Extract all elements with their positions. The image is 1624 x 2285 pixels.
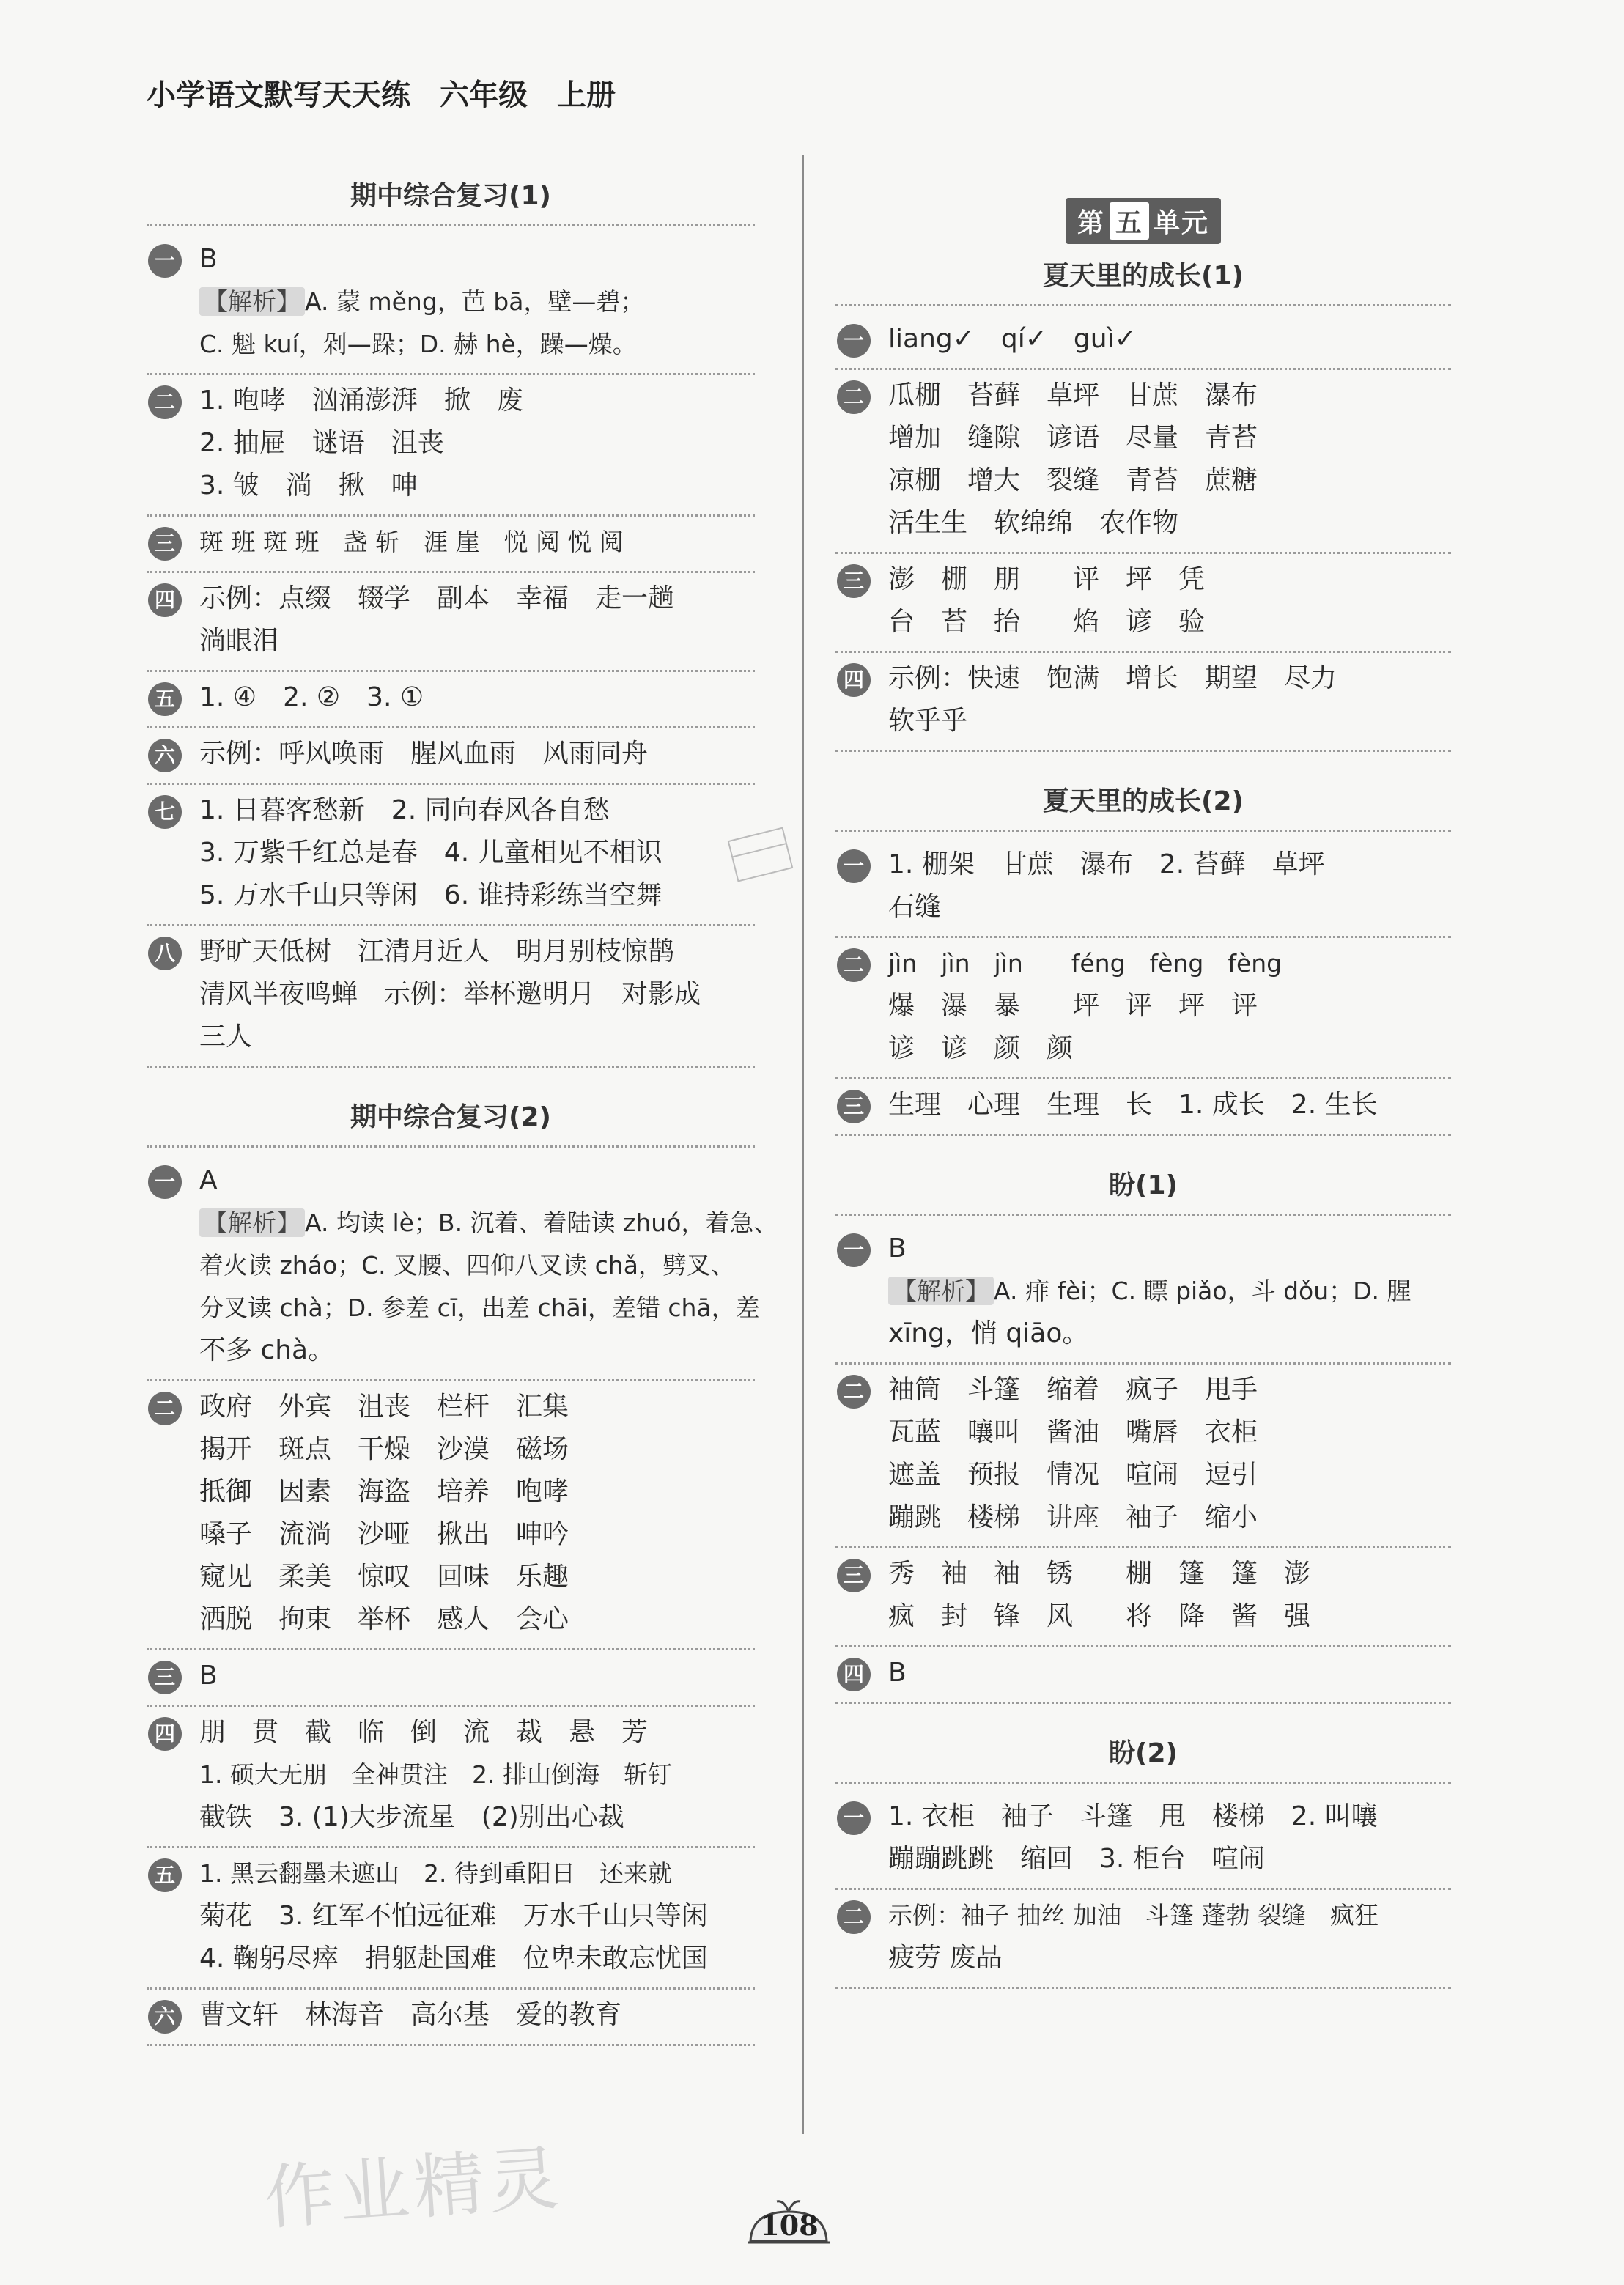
answer-line: 三人	[199, 1022, 253, 1052]
section-title: 盼(2)	[835, 1726, 1451, 1784]
question-block	[147, 926, 755, 1068]
question-number-badge: 二	[837, 948, 871, 982]
answer-line: 嗓子 流淌 沙哑 揪出 呻吟	[199, 1519, 569, 1549]
question-block	[835, 839, 1451, 938]
question-number-badge: 五	[148, 682, 182, 716]
answer-line: 软乎乎	[888, 706, 968, 736]
question-block	[835, 1548, 1451, 1647]
question-number-badge: 四	[837, 663, 871, 697]
question-block	[147, 234, 755, 375]
answer-line: 1. ④ 2. ② 3. ①	[199, 682, 424, 712]
answer-line: B	[199, 1661, 218, 1691]
question-block	[835, 1079, 1451, 1136]
answer-line: 朋 贯 截 临 倒 流 裁 悬 芳	[199, 1717, 649, 1747]
answer-line: 蹦蹦跳跳 缩回 3. 柜台 喧闹	[888, 1844, 1265, 1874]
answer-line: 曹文轩 林海音 高尔基 爱的教育	[199, 2000, 622, 2030]
watermark-text: 作业精灵	[262, 2136, 566, 2240]
question-number-badge: 二	[837, 1375, 871, 1409]
question-number-badge: 一	[837, 324, 871, 358]
answer-line: 揭开 斑点 干燥 沙漠 磁场	[199, 1434, 569, 1464]
answer-line: 斑 班 斑 班 盏 斩 涯 崖 悦 阅 悦 阅	[199, 528, 624, 556]
answer-line: 3. 皱 淌 揪 呻	[199, 470, 418, 501]
question-block	[147, 1848, 755, 1990]
answer-line: 示例：快速 饱满 增长 期望 尽力	[888, 663, 1337, 693]
page-header	[147, 72, 616, 114]
answer-line: B	[888, 1233, 907, 1263]
answer-line: 野旷天低树 江清月近人 明月别枝惊鹊	[199, 937, 675, 967]
answer-line: 蹦跳 楼梯 讲座 袖子 缩小	[888, 1502, 1258, 1532]
answer-line: 着火读 zháo；C. 叉腰、四仰八叉读 chǎ，劈叉、	[199, 1251, 735, 1280]
question-number-badge: 一	[837, 1801, 871, 1835]
answer-line: 1. 咆哮 汹涌澎湃 掀 废	[199, 385, 523, 416]
question-number-badge: 一	[837, 1233, 871, 1267]
unit-badge	[1066, 198, 1221, 244]
answer-line: 淌眼泪	[199, 626, 279, 656]
answer-line: C. 魁 kuí，剁—跺；D. 赫 hè，躁—燥。	[199, 330, 637, 358]
question-number-badge: 一	[148, 244, 182, 278]
answer-line: 瓜棚 苔藓 草坪 甘蔗 瀑布	[888, 380, 1258, 410]
question-block	[835, 938, 1451, 1079]
answer-line: 谚 谚 颜 颜	[888, 1033, 1074, 1063]
column-divider	[802, 155, 804, 2134]
answer-line: 澎 棚 朋 评 坪 凭	[888, 564, 1206, 594]
question-number-badge: 三	[837, 1559, 871, 1592]
answer-line: 石缝	[888, 892, 942, 922]
answer-line: 2. 抽屉 谜语 沮丧	[199, 428, 444, 458]
answer-line: jìn jìn jìn féng fèng fèng	[888, 949, 1282, 978]
question-number-badge: 三	[837, 1090, 871, 1123]
answer-line: 增加 缝隙 谚语 尽量 青苔	[888, 423, 1258, 453]
section-title: 夏天里的成长(1)	[835, 248, 1451, 306]
answer-line: 【解析】 A. 均读 lè；B. 沉着、着陆读 zhuó，着急、	[199, 1202, 755, 1244]
question-number-badge: 七	[148, 795, 182, 829]
answer-line: 活生生 软绵绵 农作物	[888, 508, 1179, 538]
stamp-watermark-icon	[717, 812, 805, 900]
question-block	[147, 728, 755, 785]
answer-line: 疯 封 锋 风 将 降 酱 强	[888, 1601, 1311, 1631]
question-number-badge: 三	[148, 527, 182, 561]
answer-line: 台 苔 抬 焰 谚 验	[888, 607, 1206, 637]
answer-line: 4. 鞠躬尽瘁 捐躯赴国难 位卑未敢忘忧国	[199, 1943, 708, 1974]
question-number-badge: 二	[837, 1900, 871, 1934]
answer-line: 1. 硕大无朋 全神贯注 2. 排山倒海 斩钉	[199, 1760, 672, 1789]
answer-line: 菊花 3. 红军不怕远征难 万水千山只等闲	[199, 1901, 708, 1931]
question-block	[147, 1990, 755, 2046]
unit-badge-wrap	[835, 169, 1451, 248]
answer-line: 生理 心理 生理 长 1. 成长 2. 生长	[888, 1090, 1378, 1120]
question-block	[835, 1890, 1451, 1989]
answer-line: A	[199, 1165, 218, 1195]
answer-line: 不多 chà。	[199, 1335, 335, 1365]
section-title: 夏天里的成长(2)	[835, 774, 1451, 832]
answer-line: 秀 袖 袖 锈 棚 篷 篷 澎	[888, 1559, 1311, 1589]
analysis-tag: 【解析】	[199, 287, 305, 316]
section-title: 盼(1)	[835, 1158, 1451, 1216]
right-column	[835, 169, 1451, 1989]
unit-badge-prefix: 第	[1077, 208, 1105, 238]
answer-line: 【解析】 A. 痱 fèi；C. 瞟 piǎo，斗 dǒu；D. 腥	[888, 1270, 1451, 1313]
question-number-badge: 二	[148, 385, 182, 419]
question-block	[835, 1365, 1451, 1548]
question-number-badge: 六	[148, 739, 182, 772]
answer-line: 1. 日暮客愁新 2. 同向春风各自愁	[199, 795, 610, 825]
question-block	[835, 314, 1451, 370]
answer-line: xīng，悄 qiāo。	[888, 1318, 1089, 1348]
answer-line: 窥见 柔美 惊叹 回味 乐趣	[199, 1562, 569, 1592]
question-number-badge: 五	[148, 1858, 182, 1892]
question-number-badge: 四	[148, 1717, 182, 1751]
answer-line: 凉棚 增大 裂缝 青苔 蔗糖	[888, 465, 1258, 495]
question-number-badge: 二	[148, 1392, 182, 1425]
question-number-badge: 三	[837, 564, 871, 598]
book-volume: 上册	[557, 78, 616, 112]
question-block	[835, 653, 1451, 752]
answer-line: 示例：袖子 抽丝 加油 斗篷 蓬勃 裂缝 疯狂	[888, 1901, 1378, 1930]
question-number-badge: 一	[837, 849, 871, 883]
answer-line: 遮盖 预报 情况 喧闹 逗引	[888, 1460, 1258, 1490]
answer-line: 1. 棚架 甘蔗 瀑布 2. 苔藓 草坪	[888, 849, 1325, 879]
answer-line: 爆 瀑 暴 坪 评 坪 评	[888, 991, 1258, 1021]
answer-line: 瓦蓝 嚷叫 酱油 嘴唇 衣柜	[888, 1417, 1258, 1447]
unit-badge-suffix: 单元	[1154, 208, 1210, 238]
question-block	[147, 517, 755, 573]
answer-line: 袖筒 斗篷 缩着 疯子 甩手	[888, 1375, 1258, 1405]
question-block	[147, 1381, 755, 1650]
analysis-tag: 【解析】	[888, 1277, 994, 1305]
question-block	[835, 554, 1451, 653]
question-block	[835, 1791, 1451, 1890]
question-number-badge: 四	[837, 1658, 871, 1691]
answer-line: liang✓ qí✓ guì✓	[888, 324, 1137, 354]
question-block	[147, 573, 755, 672]
question-block	[147, 1650, 755, 1707]
question-number-badge: 一	[148, 1165, 182, 1199]
answer-line: 分叉读 chà；D. 参差 cī，出差 chāi，差错 chā，差	[199, 1293, 760, 1322]
answer-line: 政府 外宾 沮丧 栏杆 汇集	[199, 1392, 569, 1422]
question-block	[147, 785, 755, 926]
question-block	[147, 375, 755, 517]
answer-line: 截铁 3. (1)大步流星 (2)别出心裁	[199, 1802, 624, 1832]
unit-badge-number: 五	[1110, 202, 1149, 240]
question-number-badge: 四	[148, 583, 182, 617]
question-number-badge: 六	[148, 2000, 182, 2034]
answer-line: B	[888, 1658, 907, 1688]
answer-line: 示例：点缀 辍学 副本 幸福 走一趟	[199, 583, 675, 613]
analysis-tag: 【解析】	[199, 1208, 305, 1237]
answer-line: 清风半夜鸣蝉 示例：举杯邀明月 对影成	[199, 979, 701, 1009]
answer-line: 抵御 因素 海盗 培养 咆哮	[199, 1477, 569, 1507]
question-block	[147, 1155, 778, 1381]
book-grade: 六年级	[440, 78, 528, 112]
answer-line: 1. 衣柜 袖子 斗篷 甩 楼梯 2. 叫嚷	[888, 1801, 1378, 1831]
answer-line: 3. 万紫千红总是春 4. 儿童相见不相识	[199, 838, 662, 868]
answer-line: 疲劳 废品	[888, 1943, 1003, 1973]
question-block	[147, 1707, 755, 1848]
answer-line: 5. 万水千山只等闲 6. 谁持彩练当空舞	[199, 880, 662, 910]
question-block	[835, 1647, 1451, 1704]
question-block	[835, 370, 1451, 554]
question-number-badge: 三	[148, 1661, 182, 1694]
question-block	[147, 672, 755, 728]
answer-line: 示例：呼风唤雨 腥风血雨 风雨同舟	[199, 739, 649, 769]
answer-line: B	[199, 244, 218, 274]
book-title: 小学语文默写天天练	[147, 78, 410, 112]
question-number-badge: 八	[148, 937, 182, 970]
question-block	[835, 1223, 1451, 1365]
answer-line: 1. 黑云翻墨未遮山 2. 待到重阳日 还来就	[199, 1859, 672, 1888]
answer-line: 洒脱 拘束 举杯 感人 会心	[199, 1604, 569, 1634]
section-title: 期中综合复习(2)	[147, 1090, 755, 1148]
answer-line: 【解析】 A. 蒙 měng，芭 bā，壁—碧；	[199, 281, 755, 323]
right-sections	[835, 248, 1451, 1989]
section-title: 期中综合复习(1)	[147, 169, 755, 226]
question-number-badge: 二	[837, 380, 871, 414]
page-number: 108	[760, 2209, 819, 2242]
left-column	[147, 169, 778, 2046]
